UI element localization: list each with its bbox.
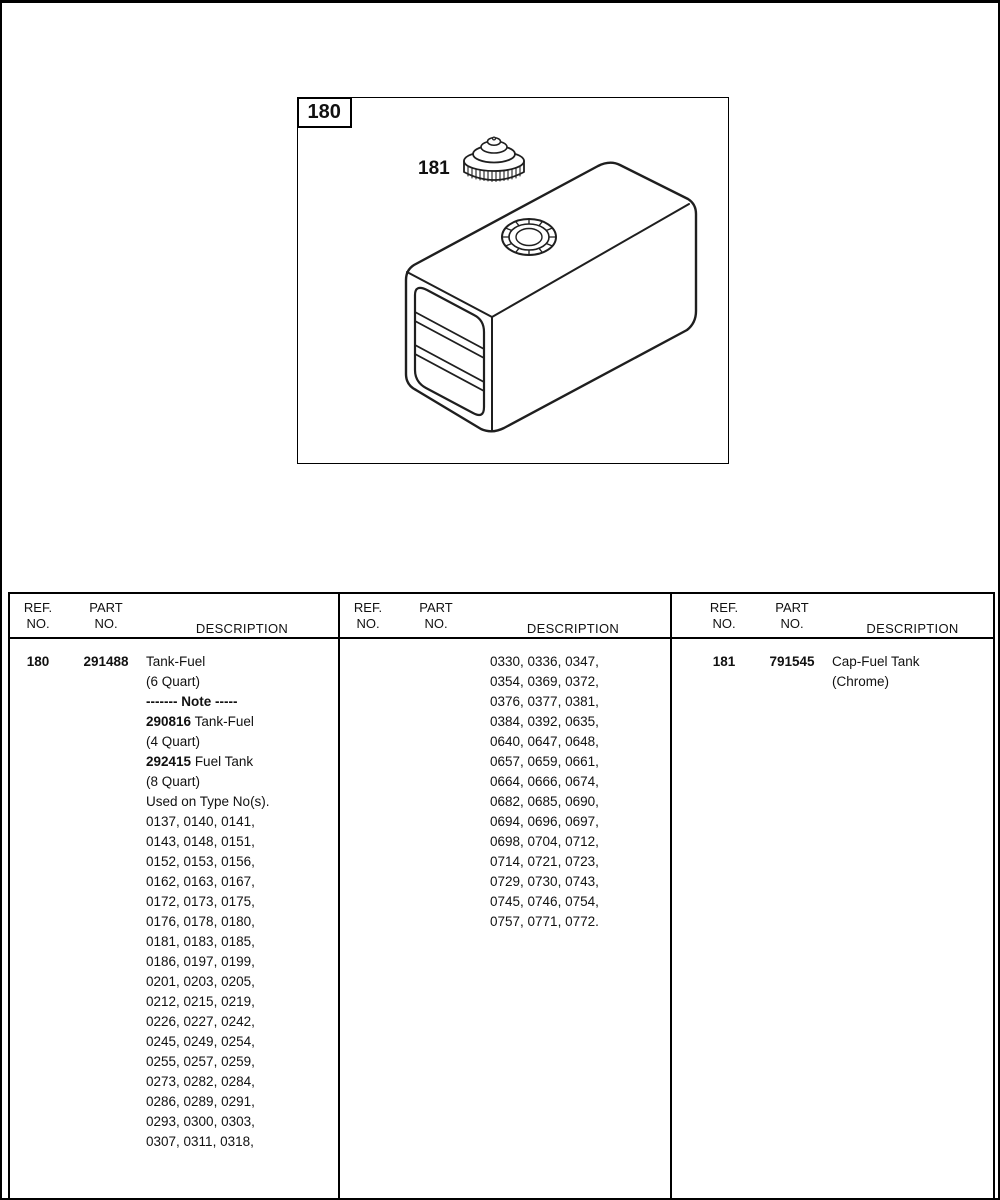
description-line [490,772,670,792]
description-line [490,652,670,672]
description-text: Fuel Tank [191,754,254,769]
description-text: 0729, 0730, 0743, [490,874,599,889]
table-header-1 [10,594,338,639]
description-text: 0694, 0696, 0697, [490,814,599,829]
description-text: 0293, 0300, 0303, [146,1114,255,1129]
table-header-2 [340,594,670,639]
description-text: 0682, 0685, 0690, [490,794,599,809]
header-part-no: PART NO. [89,600,123,631]
header-description: DESCRIPTION [195,621,289,636]
description-line [146,832,338,852]
table-group-1 [10,594,338,1198]
description-text: 0176, 0178, 0180, [146,914,255,929]
description-text: 0657, 0659, 0661, [490,754,599,769]
ref-no-value: 181 [712,654,736,669]
description-text: ------- Note ----- [146,694,238,709]
description-text: 0286, 0289, 0291, [146,1094,255,1109]
part-no-value: 791545 [769,654,815,669]
description-line [146,872,338,892]
description-text: (8 Quart) [146,774,201,789]
description-line [146,732,338,752]
header-description: DESCRIPTION [866,621,959,636]
description-line [146,672,338,692]
tank-body [406,163,696,432]
description-text: 0376, 0377, 0381, [490,694,599,709]
header-description: DESCRIPTION [526,621,620,636]
header-part-no: PART NO. [775,600,809,631]
description-text: 0664, 0666, 0674, [490,774,599,789]
description-line [146,1072,338,1092]
description-line [490,692,670,712]
cap-callout-label: 181 [418,158,450,179]
description-line [490,792,670,812]
fuel-cap [464,137,524,181]
description-line [146,752,338,772]
header-ref-no: REF. NO. [353,600,383,631]
description-line [146,992,338,1012]
description-text: 0181, 0183, 0185, [146,934,255,949]
description-text: 0226, 0227, 0242, [146,1014,255,1029]
description-line [146,652,338,672]
description-line [146,792,338,812]
ref-no-value: 180 [26,654,50,669]
description-cell [146,652,338,1152]
description-line [490,872,670,892]
description-line [146,772,338,792]
table-body-2 [340,639,670,932]
description-line [146,1092,338,1112]
description-text: 0162, 0163, 0167, [146,874,255,889]
description-cell [476,652,670,932]
ref-no-value [340,652,396,932]
description-line [490,732,670,752]
description-text: 290816 [146,714,192,729]
description-text: 0152, 0153, 0156, [146,854,255,869]
description-text: (6 Quart) [146,674,201,689]
description-line [490,832,670,852]
description-line [832,672,993,692]
description-line [146,852,338,872]
description-text: 0186, 0197, 0199, [146,954,255,969]
description-text: 0172, 0173, 0175, [146,894,255,909]
description-line [146,692,338,712]
description-text: 0330, 0336, 0347, [490,654,599,669]
description-line [146,1032,338,1052]
description-text: 0255, 0257, 0259, [146,1054,255,1069]
description-text: Cap-Fuel Tank [832,654,920,669]
description-text: Used on Type No(s). [146,794,270,809]
description-line [146,1112,338,1132]
description-text: 0757, 0771, 0772. [490,914,599,929]
description-line [832,652,993,672]
description-text: 0212, 0215, 0219, [146,994,255,1009]
description-line [146,912,338,932]
description-text: 0354, 0369, 0372, [490,674,599,689]
description-line [490,912,670,932]
description-text: 0640, 0647, 0648, [490,734,599,749]
description-line [146,892,338,912]
description-line [146,1012,338,1032]
description-text: 0307, 0311, 0318, [146,1134,254,1149]
description-line [490,812,670,832]
description-text: 0245, 0249, 0254, [146,1034,255,1049]
description-cell [832,652,993,692]
header-ref-no: REF. NO. [23,600,53,631]
description-line [490,752,670,772]
description-text: 0143, 0148, 0151, [146,834,255,849]
diagram-ref-label: 180 [297,97,352,128]
description-line [146,932,338,952]
description-text: 292415 [146,754,192,769]
table-body-3 [672,639,993,692]
description-line [490,672,670,692]
description-text: 0201, 0203, 0205, [146,974,255,989]
description-text: 0745, 0746, 0754, [490,894,599,909]
description-line [146,952,338,972]
parts-table [8,592,995,1198]
description-text: 0698, 0704, 0712, [490,834,599,849]
description-text: (4 Quart) [146,734,201,749]
description-text: Tank-Fuel [146,654,206,669]
diagram-box [297,97,729,464]
table-body-1 [10,639,338,1152]
description-line [146,972,338,992]
fuel-tank-illustration [298,98,728,463]
table-group-3 [670,594,993,1198]
description-text: 0714, 0721, 0723, [490,854,599,869]
description-text: 0384, 0392, 0635, [490,714,599,729]
description-text: Tank-Fuel [191,714,254,729]
table-group-2 [338,594,670,1198]
description-line [490,892,670,912]
description-text: 0137, 0140, 0141, [146,814,255,829]
description-text: (Chrome) [832,674,890,689]
part-no-value [396,652,476,932]
description-text: 0273, 0282, 0284, [146,1074,255,1089]
header-part-no: PART NO. [419,600,453,631]
description-line [146,1132,338,1152]
table-header-3 [672,594,993,639]
description-line [146,712,338,732]
description-line [490,712,670,732]
header-ref-no: REF. NO. [709,600,739,631]
description-line [146,812,338,832]
description-line [490,852,670,872]
part-no-value: 291488 [83,654,129,669]
description-line [146,1052,338,1072]
